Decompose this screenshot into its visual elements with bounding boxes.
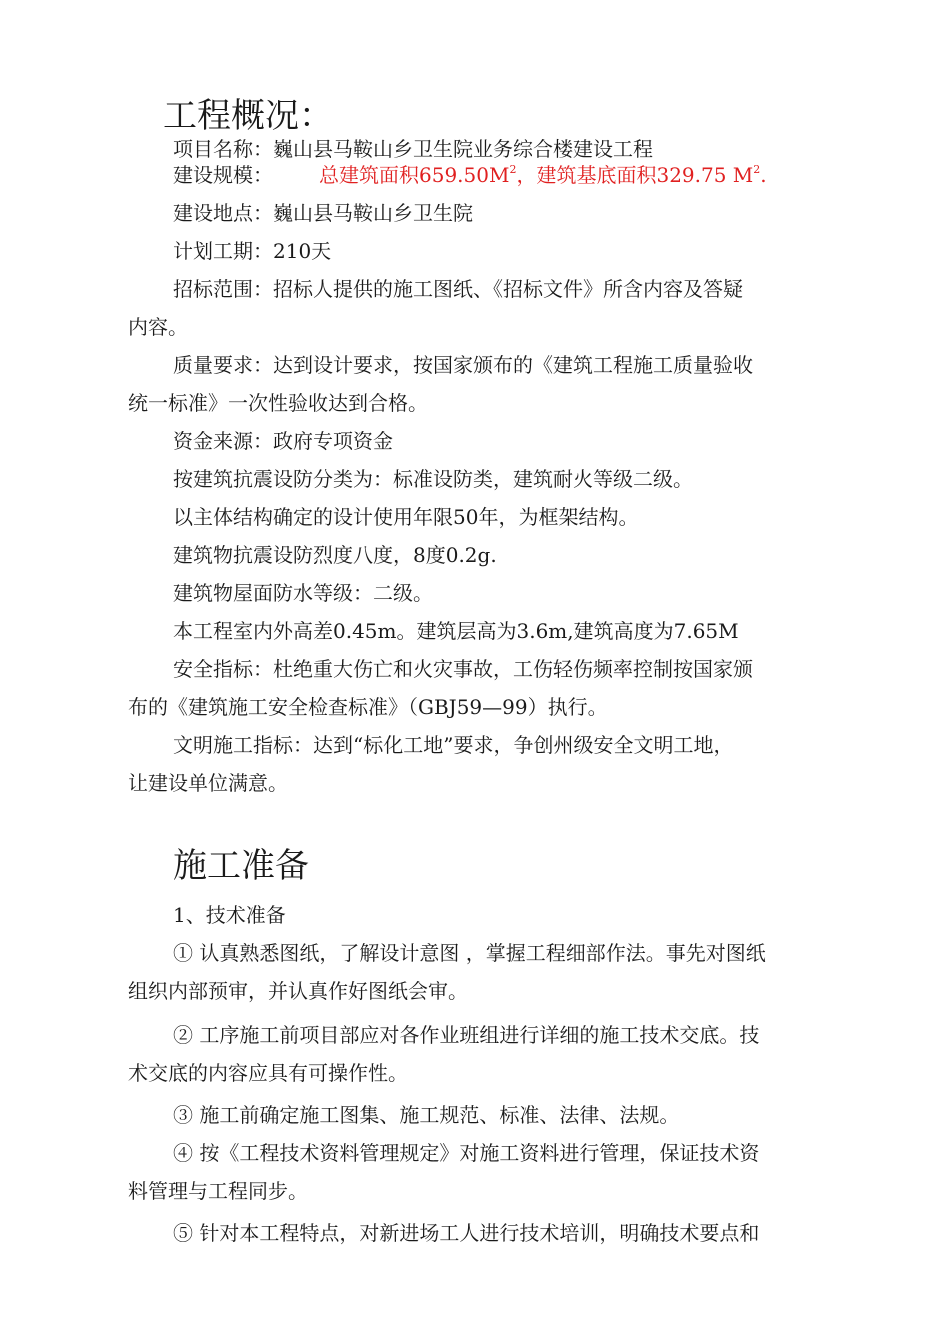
construction-scale xyxy=(173,162,767,188)
prep-item-2-line-1: ② 工序施工前项目部应对各作业班组进行详细的施工技术交底。技 xyxy=(173,1023,760,1047)
funding-source: 资金来源：政府专项资金 xyxy=(173,429,393,453)
bid-scope-line-2: 内容。 xyxy=(128,315,188,339)
technical-preparation-heading: 1、技术准备 xyxy=(173,903,286,927)
seismic-class: 按建筑抗震设防分类为：标准设防类，建筑耐火等级二级。 xyxy=(173,467,693,491)
prep-item-1-line-1: ① 认真熟悉图纸，了解设计意图 ，掌握工程细部作法。事先对图纸 xyxy=(173,941,766,965)
section-title-preparation: 施工准备 xyxy=(173,846,309,886)
prep-item-4-line-2: 料管理与工程同步。 xyxy=(128,1179,308,1203)
scale-label: 建设规模： xyxy=(173,163,273,187)
quality-line-2: 统一标准》一次性验收达到合格。 xyxy=(128,391,428,415)
scale-value-total: 总建筑面积$659.50M^2$，建筑基底面积329.75 $M^2$. xyxy=(319,163,767,187)
prep-item-4-line-1: ④ 按《工程技术资料管理规定》对施工资料进行管理，保证技术资 xyxy=(173,1141,760,1165)
prep-item-3: ③ 施工前确定施工图集、施工规范、标准、法律、法规。 xyxy=(173,1103,680,1127)
safety-line-1: 安全指标：杜绝重大伤亡和火灾事故，工伤轻伤频率控制按国家颁 xyxy=(173,657,753,681)
safety-line-2: 布的《建筑施工安全检查标准》（GBJ59—99）执行。 xyxy=(128,695,608,719)
bid-scope-line-1: 招标范围：招标人提供的施工图纸、《招标文件》所含内容及答疑 xyxy=(173,277,743,301)
roof-waterproof: 建筑物屋面防水等级：二级。 xyxy=(173,581,433,605)
seismic-intensity: 建筑物抗震设防烈度八度，8度0.2g. xyxy=(173,543,497,567)
planned-duration: 计划工期：210天 xyxy=(173,239,332,263)
prep-item-1-line-2: 组织内部预审，并认真作好图纸会审。 xyxy=(128,979,468,1003)
construction-location: 建设地点：巍山县马鞍山乡卫生院 xyxy=(173,201,473,225)
service-life: 以主体结构确定的设计使用年限50年，为框架结构。 xyxy=(173,505,639,529)
project-name: 项目名称：巍山县马鞍山乡卫生院业务综合楼建设工程 xyxy=(173,137,653,161)
section-title-overview: 工程概况： xyxy=(163,96,333,136)
quality-line-1: 质量要求：达到设计要求，按国家颁布的《建筑工程施工质量验收 xyxy=(173,353,753,377)
civil-line-2: 让建设单位满意。 xyxy=(128,771,288,795)
prep-item-5-line-1: ⑤ 针对本工程特点，对新进场工人进行技术培训，明确技术要点和 xyxy=(173,1221,760,1245)
civil-line-1: 文明施工指标：达到“标化工地”要求，争创州级安全文明工地， xyxy=(173,733,734,757)
building-height: 本工程室内外高差0.45m。建筑层高为3.6m,建筑高度为7.65M xyxy=(173,619,739,643)
prep-item-2-line-2: 术交底的内容应具有可操作性。 xyxy=(128,1061,408,1085)
